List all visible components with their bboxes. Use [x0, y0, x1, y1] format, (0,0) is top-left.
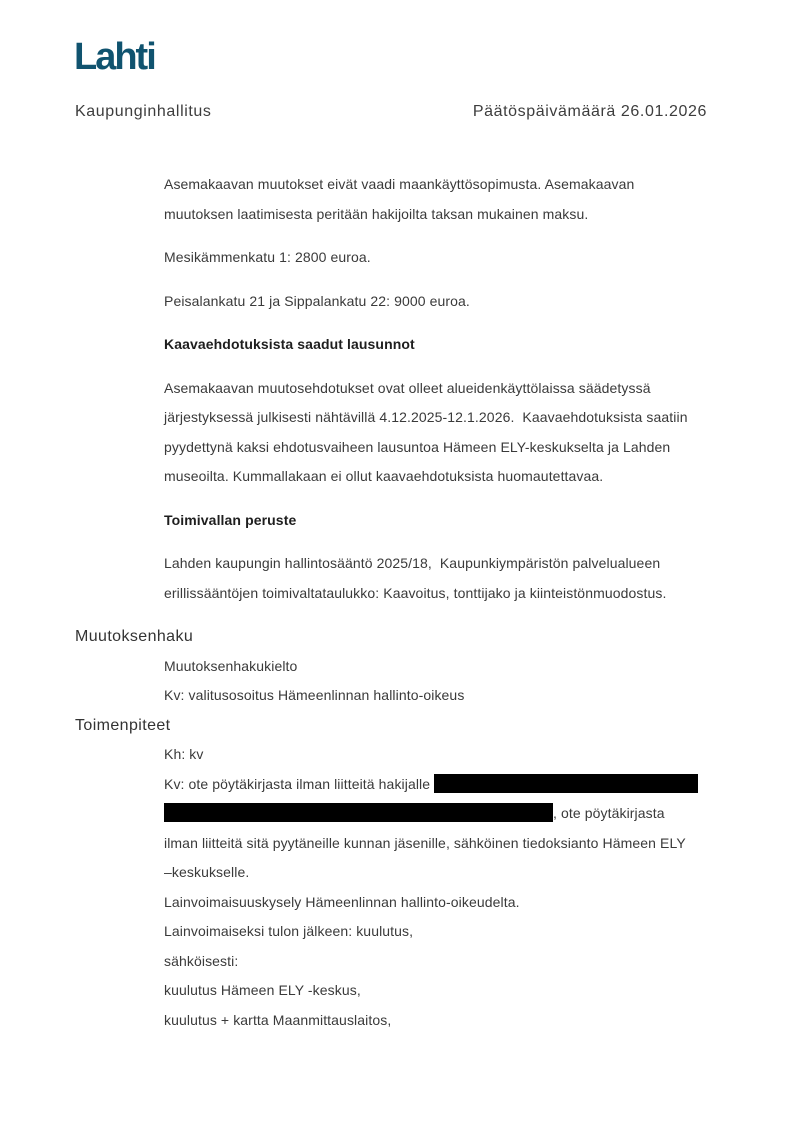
text-line: ilman liitteitä sitä pyytäneille kunnan jäsenille, sähköinen tiedoksianto Hämeen ELY	[164, 834, 686, 851]
text-line: –keskukselle.	[164, 864, 250, 880]
section-heading-toimivalta: Toimivallan peruste	[164, 511, 297, 528]
margin-label-toimenpiteet: Toimenpiteet	[75, 716, 171, 734]
text-line: Muutoksenhakukielto	[164, 657, 298, 674]
paragraph-toimivalta	[164, 549, 753, 608]
text-line: Asemakaavan muutosehdotukset ovat olleet alueidenkäyttölaissa säädetyssä	[164, 379, 651, 396]
document-body	[0, 170, 793, 1035]
committee-name: Kaupunginhallitus	[75, 103, 212, 120]
text-line: pyydettynä kaksi ehdotusvaiheen lausuntoa Hämeen ELY-keskukselta ja Lahden	[164, 438, 671, 455]
text-line-redacted-2	[164, 799, 773, 829]
text-line: Lainvoimaisuuskysely Hämeenlinnan hallinto-oikeudelta.	[164, 893, 520, 910]
text-line-redacted-1	[164, 770, 773, 800]
text-line: kuulutus + kartta Maanmittauslaitos,	[164, 1011, 392, 1028]
paragraph-lausunnot	[164, 374, 753, 492]
text-line: Asemakaavan muutokset eivät vaadi maankäyttösopimusta. Asemakaavan	[164, 176, 635, 192]
text-line: muutoksen laatimisesta peritään hakijoilta taksan mukainen maksu.	[164, 205, 589, 222]
text-line: erillissääntöjen toimivaltataulukko: Kaavoitus, tonttijako ja kiinteistönmuodostus.	[164, 584, 667, 601]
text-line: Kv: valitusosoitus Hämeenlinnan hallinto-oikeus	[164, 687, 465, 703]
redaction-bar	[164, 803, 553, 822]
paragraph-mesikammenkatu	[164, 243, 753, 273]
decision-date: Päätöspäivämäärä 26.01.2026	[472, 103, 707, 120]
redaction-bar	[434, 774, 698, 793]
text-line: järjestyksessä julkisesti nähtävillä 4.12.2025-12.1.2026. Kaavaehdotuksista saatiin	[164, 409, 688, 425]
paragraph-maksu	[164, 170, 753, 229]
section-toimenpiteet	[0, 711, 793, 1036]
text-line: Peisalankatu 21 ja Sippalankatu 22: 9000 euroa.	[164, 292, 470, 309]
text-line: kuulutus Hämeen ELY -keskus,	[164, 982, 361, 998]
text-line: Kh: kv	[164, 746, 204, 762]
text-segment: , ote pöytäkirjasta	[553, 805, 665, 821]
lahti-logo: Lahti	[74, 36, 155, 78]
text-line: sähköisesti:	[164, 952, 239, 969]
margin-label-muutoksenhaku: Muutoksenhaku	[75, 628, 194, 645]
text-line: museoilta. Kummallakaan ei ollut kaavaehdotuksista huomautettavaa.	[164, 468, 604, 484]
text-segment: Kv: ote pöytäkirjasta ilman liitteitä hakijalle	[164, 775, 435, 792]
text-line: Mesikämmenkatu 1: 2800 euroa.	[164, 249, 371, 265]
text-line: Lahden kaupungin hallintosääntö 2025/18, Kaupunkiympäristön palvelualueen	[164, 555, 661, 571]
page-header	[75, 103, 707, 121]
section-muutoksenhaku	[0, 622, 793, 711]
section-heading-lausunnot: Kaavaehdotuksista saadut lausunnot	[164, 336, 415, 352]
text-line: Lainvoimaiseksi tulon jälkeen: kuulutus,	[164, 923, 414, 939]
paragraph-peisalankatu	[164, 287, 753, 317]
